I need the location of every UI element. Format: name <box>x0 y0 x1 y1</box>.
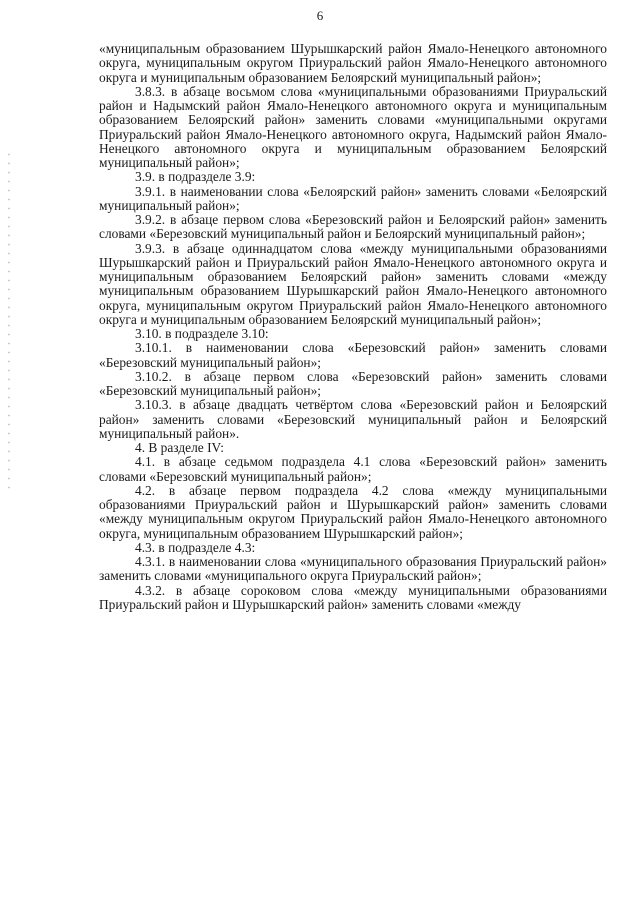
paragraph-4-2: 4.2. в абзаце первом подраздела 4.2 слова «между муниципальными образованиями Приуральский район и Шурышкарский район» заменить словами «между муниципальным округом Приуральский район Ямало-Ненецкого автономного округа, муниципальным образованием Шурышкарский район»; <box>99 482 607 541</box>
paragraph-4: 4. В разделе IV: <box>135 440 224 455</box>
paragraph-3-9-2: 3.9.2. в абзаце первом слова «Березовский район и Белоярский район» заменить словами «Березовский муниципальный район и Белоярский муниципальный район»; <box>99 212 607 242</box>
paragraph-3-9: 3.9. в подразделе 3.9: <box>135 169 256 185</box>
binding-margin-dots <box>6 150 12 490</box>
paragraph-4-1: 4.1. в абзаце седьмом подраздела 4.1 слова «Березовский район» заменить словами «Березовский муниципальный район»; <box>99 454 607 484</box>
page-number: 6 <box>316 8 324 23</box>
paragraph-4-3: 4.3. в подразделе 4.3: <box>135 539 256 555</box>
paragraph-3-10-2: 3.10.2. в абзаце первом слова «Березовский район» заменить словами «Березовский муниципальный район»; <box>99 368 607 398</box>
paragraph-4-3-2: 4.3.2. в абзаце сороковом слова «между муниципальными образованиями Приуральский район и Шурышкарский район» заменить словами «между <box>99 582 607 612</box>
paragraph-3-8-3: 3.8.3. в абзаце восьмом слова «муниципальными образованиями Приуральский район и Надымский район Ямало-Ненецкого автономного округа и муниципальным образованием Белоярский район» заменить словами «муниципальными округами Приуральский район Ямало-Ненецкого автономного округа, Надымский район Ямало-Ненецкого автономного округа и муниципальным образованием Белоярский муниципальный район»; <box>99 83 607 170</box>
paragraph-3-10-3: 3.10.3. в абзаце двадцать четвёртом слова «Березовский район и Белоярский район» заменить словами «Березовский муниципальный район и Белоярский муниципальный район». <box>99 397 607 441</box>
paragraph-3-9-1: 3.9.1. в наименовании слова «Белоярский район» заменить словами «Белоярский муниципальный район»; <box>99 183 607 213</box>
paragraph-3-10: 3.10. в подразделе 3.10: <box>135 326 269 341</box>
paragraph-continuation: «муниципальным образованием Шурышкарский район Ямало-Ненецкого автономного округа, муниципальным округом Приуральский район Ямало-Ненецкого автономного округа и муниципальным образованием Белоярский муниципальный район»; <box>99 41 607 85</box>
paragraph-3-9-3: 3.9.3. в абзаце одиннадцатом слова «между муниципальными образованиями Шурышкарский район и Приуральский район Ямало-Ненецкого автономного округа и муниципальным образованием Белоярский район» заменить словами «между муниципальным образованием Шурышкарский район Ямало-Ненецкого автономного округа, муниципальным округом Приуральский район Ямало-Ненецкого автономного округа и муниципальным образованием Белоярский муниципальный район»; <box>99 240 607 327</box>
document-body <box>99 42 607 612</box>
paragraph-3-10-1: 3.10.1. в наименовании слова «Березовский район» заменить словами «Березовский муниципальный район»; <box>99 340 607 370</box>
paragraph-4-3-1: 4.3.1. в наименовании слова «муниципального образования Приуральский район» заменить словами «муниципального округа Приуральский район»; <box>99 554 607 584</box>
